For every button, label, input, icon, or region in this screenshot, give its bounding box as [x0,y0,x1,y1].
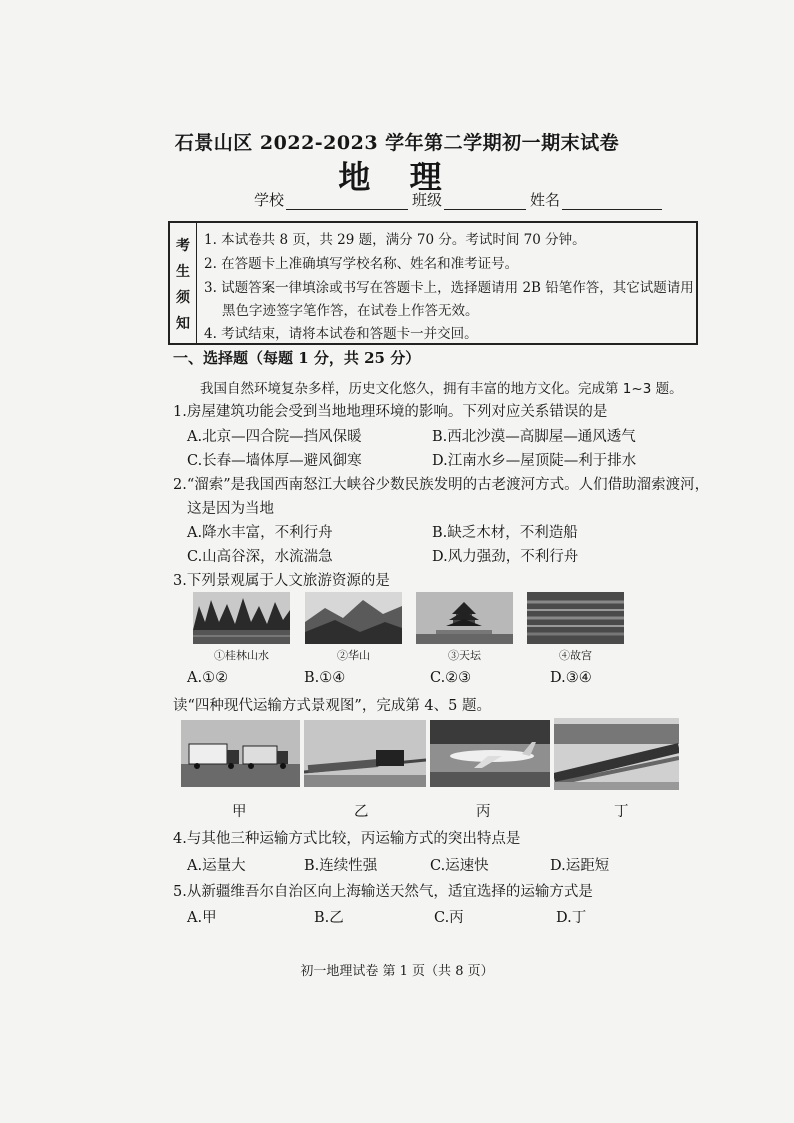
notice-heading-char: 知 [176,316,190,332]
notice-heading-char: 生 [176,264,190,280]
transport-label-ding: 丁 [614,804,629,820]
q3-option-a[interactable]: A.①② [187,670,229,686]
pipeline-photo [554,718,679,790]
q4-option-d[interactable]: D.运距短 [550,858,610,874]
q3-option-d[interactable]: D.③④ [550,670,592,686]
student-info-row [254,189,666,210]
q3-option-b[interactable]: B.①④ [304,670,346,686]
exam-title: 石景山区 2022-2023 学年第二学期初一期末试卷 [174,132,620,154]
school-label: 学校 [254,191,285,209]
question-5-stem: 5.从新疆维吾尔自治区向上海输送天然气，适宜选择的运输方式是 [173,884,593,900]
q1-option-a[interactable]: A.北京—四合院—挡风保暖 [187,429,362,445]
question-2-stem: 2.“溜索”是我国西南怒江大峡谷少数民族发明的古老渡河方式。人们借助溜索渡河， [173,477,710,493]
huashan-photo [305,592,402,644]
truck-photo [181,720,300,787]
q4-option-b[interactable]: B.连续性强 [304,858,378,874]
name-blank[interactable] [562,193,662,210]
question-2-stem-cont: 这是因为当地 [187,501,274,517]
q2-option-d[interactable]: D.风力强劲，不利行舟 [432,549,579,565]
section-intro: 我国自然环境复杂多样，历史文化悠久，拥有丰富的地方文化。完成第 1~3 题。 [200,381,683,397]
transport-label-jia: 甲 [232,804,247,820]
notice-heading-char: 考 [176,238,190,254]
q5-option-c[interactable]: C.丙 [434,910,464,926]
notice-heading-char: 须 [176,290,190,306]
photo-caption-huashan: ②华山 [337,649,370,662]
photo-caption-tiantan: ③天坛 [448,649,481,662]
class-label: 班级 [412,191,443,209]
notice-line: 黑色字迹签字笔作答，在试卷上作答无效。 [222,303,479,319]
transport-label-bing: 丙 [476,804,491,820]
q5-option-d[interactable]: D.丁 [556,910,587,926]
q4-option-a[interactable]: A.运量大 [187,858,246,874]
section-heading: 一、选择题（每题 1 分，共 25 分） [173,349,421,367]
q5-option-a[interactable]: A.甲 [187,910,217,926]
q2-option-c[interactable]: C.山高谷深，水流湍急 [187,549,333,565]
school-blank[interactable] [286,193,408,210]
airplane-photo [430,720,550,787]
photo-caption-guilin: ①桂林山水 [214,649,269,662]
notice-line: 4. 考试结束，请将本试卷和答题卡一并交回。 [204,326,478,342]
subject-title: 地 理 [338,158,456,196]
gugong-photo [527,592,624,644]
q2-option-b[interactable]: B.缺乏木材，不利造船 [432,525,578,541]
guilin-photo [193,592,290,644]
question-3-stem: 3.下列景观属于人文旅游资源的是 [173,573,390,589]
exam-notice-box [168,221,698,345]
notice-heading [170,223,197,343]
question-1-stem: 1.房屋建筑功能会受到当地地理环境的影响。下列对应关系错误的是 [173,404,608,420]
q3-option-c[interactable]: C.②③ [430,670,472,686]
notice-line: 3. 试题答案一律填涂或书写在答题卡上，选择题请用 2B 铅笔作答，其它试题请用 [204,280,694,296]
q2-option-a[interactable]: A.降水丰富，不利行舟 [187,525,333,541]
q5-option-b[interactable]: B.乙 [314,910,344,926]
q1-option-d[interactable]: D.江南水乡—屋顶陡—利于排水 [432,453,637,469]
transport-label-yi: 乙 [354,804,369,820]
q4-option-c[interactable]: C.运速快 [430,858,489,874]
q1-option-c[interactable]: C.长春—墙体厚—避风御寒 [187,453,362,469]
photo-caption-gugong: ④故宫 [559,649,592,662]
class-blank[interactable] [444,193,526,210]
transport-intro: 读“四种现代运输方式景观图”，完成第 4、5 题。 [173,698,491,714]
notice-line: 1. 本试卷共 8 页，共 29 题，满分 70 分。考试时间 70 分钟。 [204,232,586,248]
notice-line: 2. 在答题卡上准确填写学校名称、姓名和准考证号。 [204,256,519,272]
page-footer: 初一地理试卷 第 1 页（共 8 页） [300,964,494,979]
name-label: 姓名 [530,191,561,209]
question-4-stem: 4.与其他三种运输方式比较，丙运输方式的突出特点是 [173,831,521,847]
q1-option-b[interactable]: B.西北沙漠—高脚屋—通风透气 [432,429,636,445]
train-photo [304,720,426,787]
tiantan-photo [416,592,513,644]
